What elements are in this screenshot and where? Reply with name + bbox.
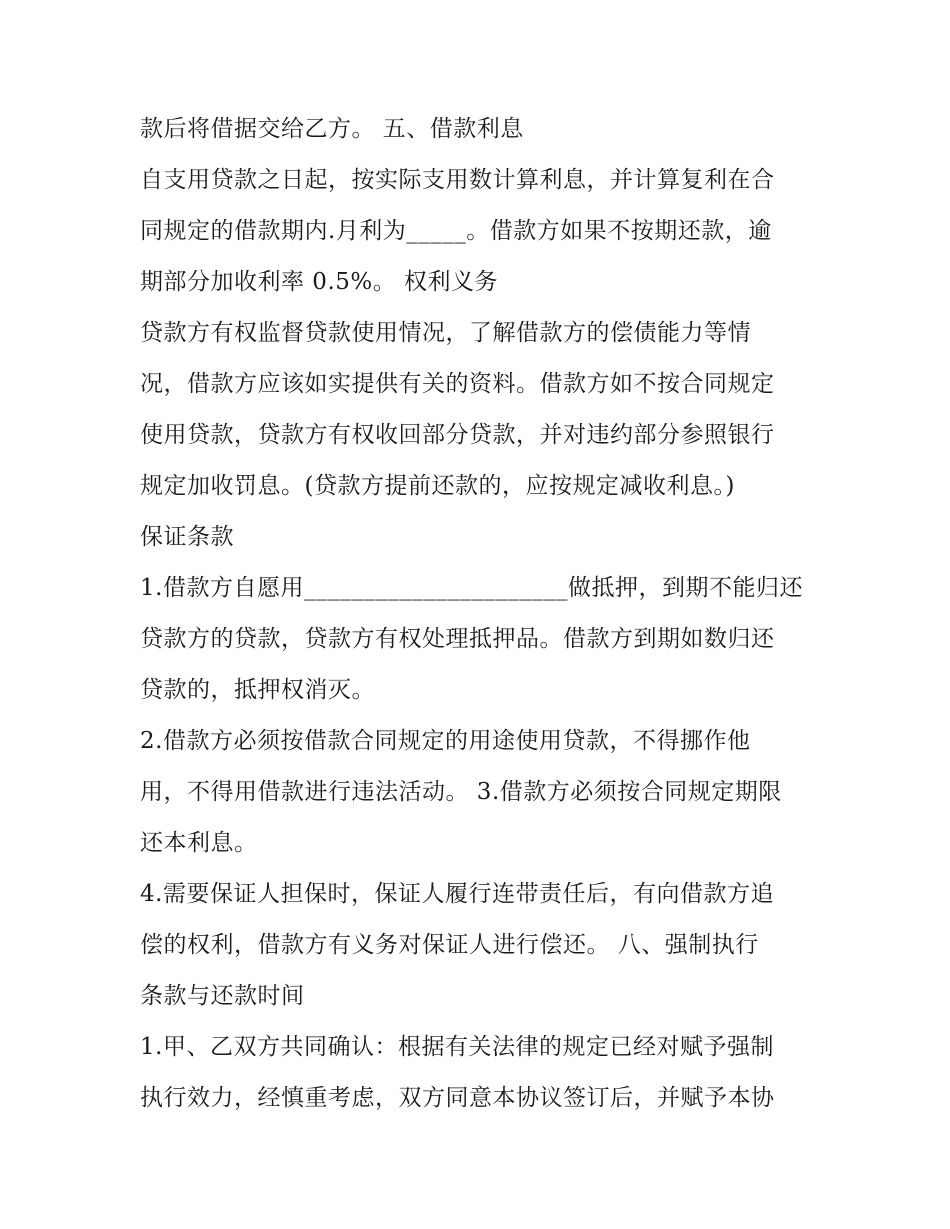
document-line: 况，借款方应该如实提供有关的资料。借款方如不按合同规定 [140, 371, 775, 397]
document-line: 条款与还款时间 [140, 983, 305, 1009]
document-line: 使用贷款，贷款方有权收回部分贷款，并对违约部分参照银行 [140, 422, 775, 448]
document-line: 2.借款方必须按借款合同规定的用途使用贷款，不得挪作他 [140, 728, 751, 754]
document-line: 1.借款方自愿用______________________做抵押，到期不能归还 [140, 575, 803, 601]
document-line: 还本利息。 [140, 830, 258, 856]
document-line: 1.甲、乙双方共同确认：根据有关法律的规定已经对赋予强制 [140, 1034, 774, 1060]
document-line: 规定加收罚息。(贷款方提前还款的，应按规定减收利息。) [140, 473, 735, 499]
document-line: 用，不得用借款进行违法活动。 3.借款方必须按合同规定期限 [140, 779, 782, 805]
document-line: 贷款的，抵押权消灭。 [140, 677, 375, 703]
document-line: 同规定的借款期内.月利为_____。借款方如果不按期还款，逾 [140, 218, 772, 244]
document-line: 贷款方有权监督贷款使用情况，了解借款方的偿债能力等情 [140, 320, 751, 346]
document-body [140, 106, 820, 1126]
document-line: 期部分加收利率 0.5%。 权利义务 [140, 269, 499, 295]
document-line: 偿的权利，借款方有义务对保证人进行偿还。 八、强制执行 [140, 932, 759, 958]
section-heading: 保证条款 [140, 524, 234, 550]
document-line: 款后将借据交给乙方。 五、借款利息 [140, 116, 524, 142]
document-line: 自支用贷款之日起，按实际支用数计算利息，并计算复利在合 [140, 167, 775, 193]
document-line: 执行效力，经慎重考虑，双方同意本协议签订后，并赋予本协 [140, 1085, 775, 1111]
document-line: 贷款方的贷款，贷款方有权处理抵押品。借款方到期如数归还 [140, 626, 775, 652]
document-line: 4.需要保证人担保时，保证人履行连带责任后，有向借款方追 [140, 881, 774, 907]
